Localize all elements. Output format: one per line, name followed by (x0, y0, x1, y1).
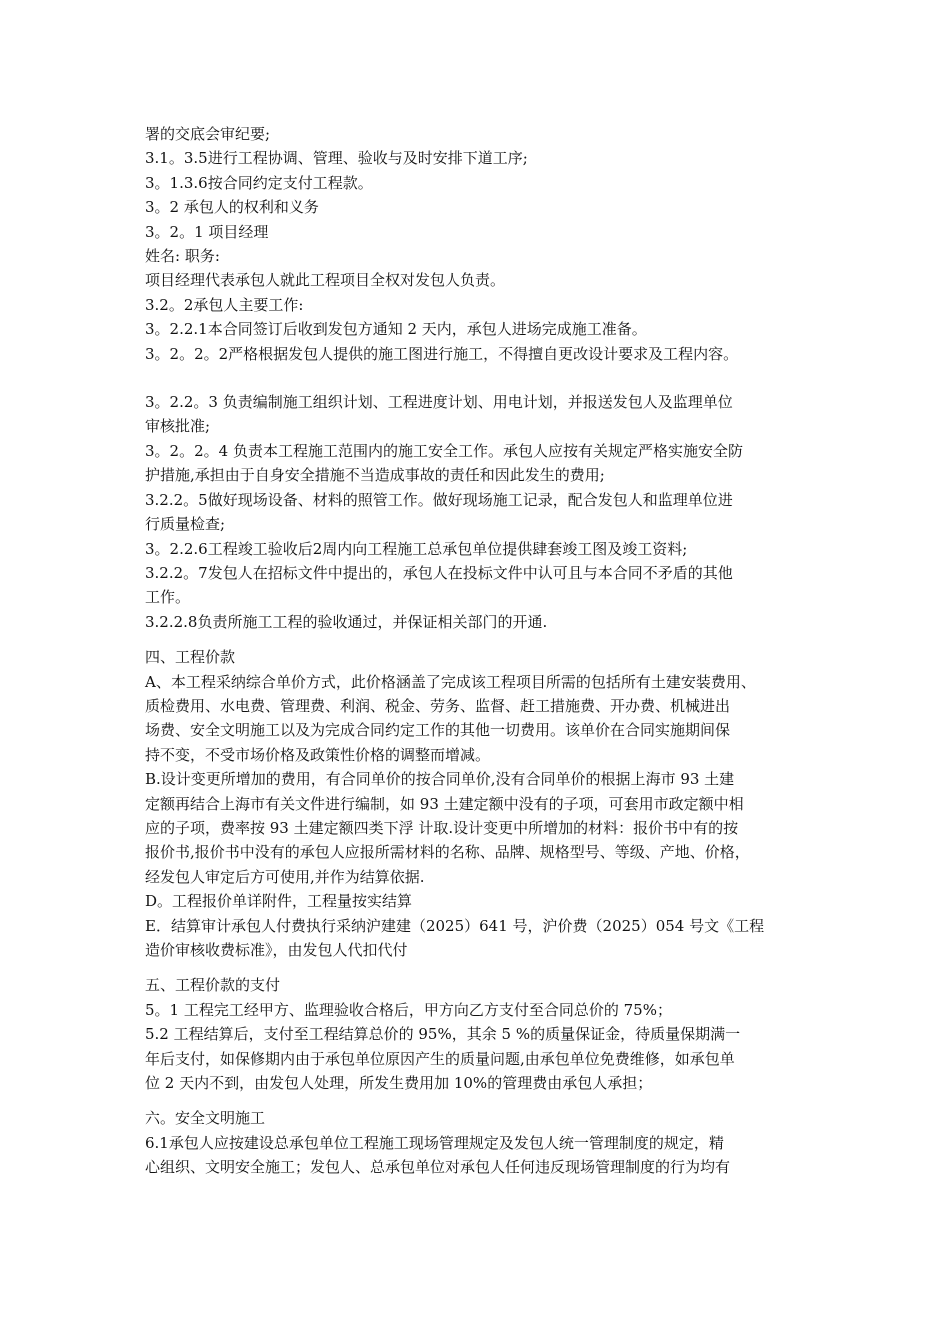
section-heading: 3。2 承包人的权利和义务 (145, 198, 319, 217)
section-4-project-price (145, 645, 817, 962)
text-line: 3。2.2。3 负责编制施工组织计划、工程进度计划、用电计划，并报送发包人及监理单位 (145, 393, 733, 412)
text-line: 工作。 (145, 588, 191, 607)
text-line: 项目经理代表承包人就此工程项目全权对发包人负责。 (145, 271, 506, 290)
text-line: E．结算审计承包人付费执行采纳沪建建（2025）641 号，沪价费（2025）054 号文《工程 (145, 916, 765, 935)
document-body (145, 122, 817, 1180)
text-line: 报价书,报价书中没有的承包人应报所需材料的名称、品牌、规格型号、等级、产地、价格， (145, 843, 750, 862)
paragraph-gap (145, 1095, 817, 1106)
paragraph-gap (145, 962, 817, 973)
text-line: 场费、安全文明施工以及为完成合同约定工作的其他一切费用。该单价在合同实施期间保 (145, 721, 731, 740)
section-heading: 六。安全文明施工 (145, 1109, 266, 1128)
section-heading: 四、工程价款 (145, 648, 236, 667)
text-line: D。工程报价单详附件，工程量按实结算 (145, 892, 413, 911)
text-line: 造价审核收费标准》，由发包人代扣代付 (145, 941, 408, 959)
text-line: 护措施,承担由于自身安全措施不当造成事故的责任和因此发生的费用; (145, 466, 605, 485)
text-line: 审核批准; (145, 417, 211, 436)
text-line: 持不变，不受市场价格及政策性价格的调整而增减。 (145, 745, 491, 764)
text-line: 3.1。3.5进行工程协调、管理、验收与及时安排下道工序; (145, 149, 528, 168)
text-line: 应的子项，费率按 93 土建定额四类下浮 计取.设计变更中所增加的材料：报价书中有的按 (145, 818, 739, 837)
text-line: 3.2。2承包人主要工作: (145, 295, 304, 314)
text-line: 3.2.2.8负责所施工工程的验收通过，并保证相关部门的开通. (145, 612, 548, 631)
section-6-safety (145, 1106, 817, 1179)
subsection-heading: 3。2。1 项目经理 (145, 222, 269, 241)
text-line: A、本工程采纳综合单价方式，此价格涵盖了完成该工程项目所需的包括所有土建安装费用、 (145, 672, 756, 691)
text-line: 质检费用、水电费、管理费、利润、税金、劳务、监督、赶工措施费、开办费、机械进出 (145, 696, 731, 715)
section-heading: 五、工程价款的支付 (145, 976, 281, 995)
text-line: 6.1承包人应按建设总承包单位工程施工现场管理规定及发包人统一管理制度的规定，精 (145, 1133, 724, 1152)
text-line: 经发包人审定后方可使用,并作为结算依据. (145, 867, 425, 886)
section-3-1-3-2-part1 (145, 122, 817, 366)
text-line: 署的交底会审纪要; (145, 125, 271, 143)
text-line: 定额再结合上海市有关文件进行编制，如 93 土建定额中没有的子项，可套用市政定额中相 (145, 794, 744, 813)
paragraph-gap (145, 634, 817, 645)
text-line: 心组织、文明安全施工；发包人、总承包单位对承包人任何违反现场管理制度的行为均有 (145, 1158, 731, 1177)
section-3-2-2-part2 (145, 390, 817, 634)
section-5-payment (145, 973, 817, 1095)
text-line: 3。2。2。2严格根据发包人提供的施工图进行施工，不得擅自更改设计要求及工程内容。 (145, 344, 739, 363)
text-line: 3。1.3.6按合同约定支付工程款。 (145, 173, 373, 192)
paragraph-gap (145, 366, 817, 390)
text-line: 位 2 天内不到，由发包人处理，所发生费用加 10%的管理费由承包人承担； (145, 1074, 653, 1093)
text-line: 5。1 工程完工经甲方、监理验收合格后，甲方向乙方支付至合同总价的 75%； (145, 1000, 672, 1019)
text-line: 3.2.2。5做好现场设备、材料的照管工作。做好现场施工记录，配合发包人和监理单位进 (145, 490, 733, 509)
text-line: 3.2.2。7发包人在招标文件中提出的，承包人在投标文件中认可且与本合同不矛盾的其他 (145, 563, 733, 582)
text-line: 姓名: 职务: (145, 247, 220, 266)
text-line: 年后支付，如保修期内由于承包单位原因产生的质量问题,由承包单位免费维修，如承包单 (145, 1049, 735, 1068)
text-line: 3。2.2.1本合同签订后收到发包方通知 2 天内，承包人进场完成施工准备。 (145, 320, 647, 339)
text-line: 3。2.2.6工程竣工验收后2周内向工程施工总承包单位提供肆套竣工图及竣工资料; (145, 539, 688, 558)
text-line: 3。2。2。4 负责本工程施工范围内的施工安全工作。承包人应按有关规定严格实施安全防 (145, 441, 743, 460)
text-line: B.设计变更所增加的费用，有合同单价的按合同单价,没有合同单价的根据上海市 93 土建 (145, 770, 735, 789)
text-line: 5.2 工程结算后，支付至工程结算总价的 95%，其余 5 %的质量保证金，待质量保期满一 (145, 1025, 741, 1044)
text-line: 行质量检查; (145, 515, 226, 534)
